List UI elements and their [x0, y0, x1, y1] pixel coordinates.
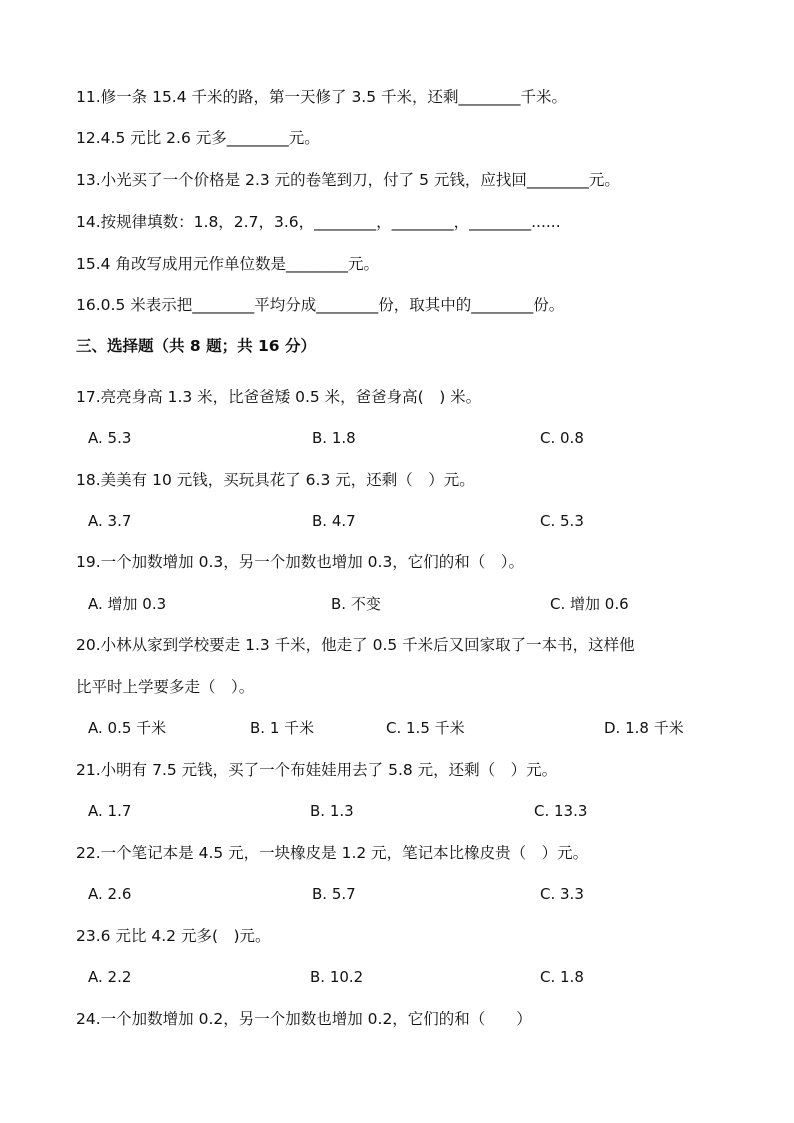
option-a: A. 3.7	[88, 512, 132, 530]
question-20-options	[88, 717, 728, 739]
fill-in-question-13: 13.小光买了一个价格是 2.3 元的卷笔到刀，付了 5 元钱，应找回________元。	[76, 171, 620, 189]
question-19-options	[88, 593, 728, 615]
option-d: D. 1.8 千米	[604, 719, 684, 737]
option-a: A. 2.2	[88, 968, 132, 986]
option-b: B. 4.7	[312, 512, 356, 530]
question-18-options	[88, 510, 728, 532]
question-21-options	[88, 800, 728, 822]
option-a: A. 0.5 千米	[88, 719, 167, 737]
fill-in-question-16: 16.0.5 米表示把________平均分成________份，取其中的________份。	[76, 296, 565, 314]
option-c: C. 0.8	[540, 429, 584, 447]
question-17-stem: 17.亮亮身高 1.3 米，比爸爸矮 0.5 米，爸爸身高( ) 米。	[76, 388, 482, 406]
option-c: C. 1.8	[540, 968, 584, 986]
question-23-options	[88, 966, 728, 988]
option-a: A. 5.3	[88, 429, 132, 447]
question-20-stem: 20.小林从家到学校要走 1.3 千米，他走了 0.5 千米后又回家取了一本书，这样他	[76, 636, 635, 654]
question-18-stem: 18.美美有 10 元钱，买玩具花了 6.3 元，还剩（ ）元。	[76, 471, 475, 489]
option-b: B. 1.8	[312, 429, 356, 447]
section-title: 三、选择题（共 8 题；共 16 分）	[76, 337, 316, 355]
option-a: A. 2.6	[88, 885, 132, 903]
option-c: C. 3.3	[540, 885, 584, 903]
question-23-stem: 23.6 元比 4.2 元多( )元。	[76, 927, 271, 945]
fill-in-question-11: 11.修一条 15.4 千米的路，第一天修了 3.5 千米，还剩________千米。	[76, 88, 568, 106]
option-c: C. 13.3	[534, 802, 588, 820]
question-24-stem: 24.一个加数增加 0.2，另一个加数也增加 0.2，它们的和（ ）	[76, 1010, 532, 1028]
option-a: A. 增加 0.3	[88, 595, 167, 613]
fill-in-question-14: 14.按规律填数：1.8，2.7，3.6，________，________，________......	[76, 213, 561, 231]
question-19-stem: 19.一个加数增加 0.3，另一个加数也增加 0.3，它们的和（ ）。	[76, 553, 525, 571]
option-b: B. 5.7	[312, 885, 356, 903]
option-a: A. 1.7	[88, 802, 132, 820]
option-b: B. 不变	[331, 595, 381, 613]
option-b: B. 1 千米	[250, 719, 315, 737]
question-22-options	[88, 883, 728, 905]
option-c: C. 1.5 千米	[386, 719, 465, 737]
question-17-options	[88, 427, 728, 449]
fill-in-question-15: 15.4 角改写成用元作单位数是________元。	[76, 255, 379, 273]
fill-in-question-12: 12.4.5 元比 2.6 元多________元。	[76, 129, 320, 147]
question-22-stem: 22.一个笔记本是 4.5 元，一块橡皮是 1.2 元，笔记本比橡皮贵（ ）元。	[76, 844, 589, 862]
question-21-stem: 21.小明有 7.5 元钱，买了一个布娃娃用去了 5.8 元，还剩（ ）元。	[76, 761, 558, 779]
option-b: B. 1.3	[310, 802, 354, 820]
question-20-stem-continued: 比平时上学要多走（ ）。	[76, 678, 255, 696]
option-b: B. 10.2	[310, 968, 364, 986]
option-c: C. 增加 0.6	[550, 595, 629, 613]
option-c: C. 5.3	[540, 512, 584, 530]
